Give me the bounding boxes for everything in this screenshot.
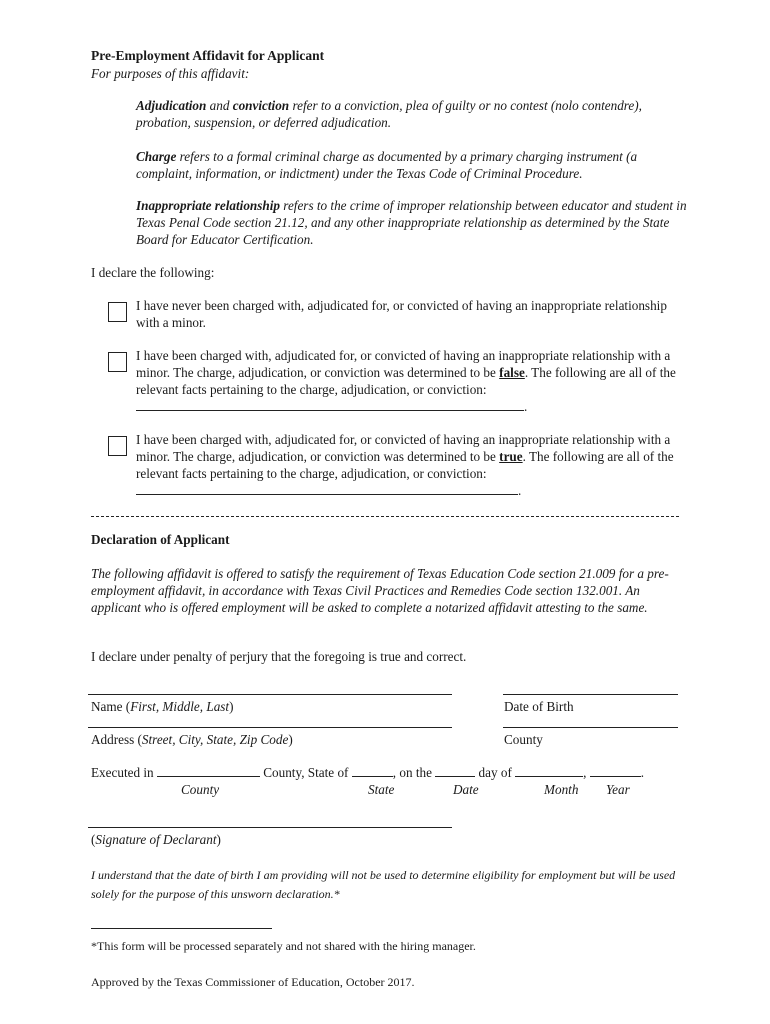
section-divider xyxy=(91,516,679,517)
form-subtitle: For purposes of this affidavit: xyxy=(91,66,250,81)
county-line xyxy=(503,727,678,728)
period-false: . xyxy=(524,399,528,414)
declaration-title: Declaration of Applicant xyxy=(91,532,230,547)
relationship-text: refers to the crime of improper relationship between educator and student in Texas Penal Code section 21.12, and any other inappropriate relationship as determined by the State Board for Educator Certification. xyxy=(136,198,687,247)
county-label: County xyxy=(504,732,543,747)
form-title: Pre-Employment Affidavit for Applicant xyxy=(91,48,325,63)
dob-label: Date of Birth xyxy=(504,699,574,714)
term-conviction: conviction xyxy=(232,98,290,113)
executed-month-field[interactable] xyxy=(515,764,583,777)
option-true-prefix: I have been charged with, adjudicated for, or convicted of having an inappropriate relationship with a minor. The charge, adjudication, or conviction was determined to be xyxy=(136,432,671,464)
facts-true-field[interactable] xyxy=(136,482,518,495)
executed-year-field[interactable] xyxy=(590,764,641,777)
sub-month-label: Month xyxy=(544,782,579,797)
executed-state-field[interactable] xyxy=(352,764,393,777)
and-word: and xyxy=(209,98,230,113)
signature-label: (Signature of Declarant) xyxy=(91,832,221,847)
declare-intro: I declare the following: xyxy=(91,265,215,280)
checkbox-charged-false[interactable] xyxy=(108,352,127,372)
signature-line xyxy=(88,827,452,828)
name-hint: First, Middle, Last xyxy=(130,699,230,714)
period-true: . xyxy=(518,483,522,498)
option-false-prefix: I have been charged with, adjudicated for, or convicted of having an inappropriate relationship with a minor. The charge, adjudication, or conviction was determined to be xyxy=(136,348,671,380)
sub-year-label: Year xyxy=(606,782,630,797)
option-false-word: false xyxy=(499,365,525,380)
dob-line xyxy=(503,694,678,695)
dob-note: I understand that the date of birth I am providing will not be used to determine eligibility for employment but will be used solely for the purpose of this unsworn declaration.* xyxy=(91,868,676,901)
perjury-statement: I declare under penalty of perjury that the foregoing is true and correct. xyxy=(91,649,467,664)
signature-input[interactable] xyxy=(88,810,450,826)
address-line xyxy=(88,727,452,728)
footnote-text: *This form will be processed separately and not shared with the hiring manager. xyxy=(91,939,476,953)
declaration-text: The following affidavit is offered to satisfy the requirement of Texas Education Code section 21.009 for a pre-employment affidavit, in accordance with Texas Civil Practices and Remedies Code section 132.001. An applicant who is offered employment will be asked to complete a notarized affidavit attesting to the same. xyxy=(91,566,669,615)
term-charge: Charge xyxy=(136,149,177,164)
definition-relationship xyxy=(136,197,696,248)
term-adjudication: Adjudication xyxy=(136,98,207,113)
option-charged-true xyxy=(136,431,676,499)
option-charged-false xyxy=(136,347,676,415)
definition-charge xyxy=(136,148,696,182)
checkbox-charged-true[interactable] xyxy=(108,436,127,456)
adjudication-text: refer to a conviction, plea of guilty or no contest (nolo contendre), probation, suspension, or deferred adjudication. xyxy=(136,98,642,130)
name-input[interactable] xyxy=(88,677,450,693)
option-true-suffix: . The following are all of the relevant facts pertaining to the charge, adjudication, or conviction: xyxy=(136,449,674,481)
checkbox-never-charged[interactable] xyxy=(108,302,127,322)
sub-state-label: State xyxy=(368,782,395,797)
sub-date-label: Date xyxy=(453,782,479,797)
executed-county-field[interactable] xyxy=(157,764,260,777)
address-input[interactable] xyxy=(88,710,450,726)
footnote-rule xyxy=(91,928,272,929)
facts-false-field[interactable] xyxy=(136,398,524,411)
charge-text: refers to a formal criminal charge as documented by a primary charging instrument (a complaint, information, or indictment) under the Texas Code of Criminal Procedure. xyxy=(136,149,638,181)
sub-county-label: County xyxy=(181,782,220,797)
term-relationship: Inappropriate relationship xyxy=(136,198,280,213)
signature-hint: Signature of Declarant xyxy=(95,832,217,847)
option-true-word: true xyxy=(499,449,523,464)
option-false-suffix: . The following are all of the relevant facts pertaining to the charge, adjudication, or conviction: xyxy=(136,365,676,397)
approval-text: Approved by the Texas Commissioner of Education, October 2017. xyxy=(91,975,415,989)
definition-adjudication xyxy=(136,97,696,131)
county-input[interactable] xyxy=(503,710,677,726)
address-hint: Street, City, State, Zip Code xyxy=(141,732,289,747)
name-line xyxy=(88,694,452,695)
executed-date-field[interactable] xyxy=(435,764,475,777)
executed-line: Executed in County, State of , on the day of , . xyxy=(91,765,645,780)
dob-input[interactable] xyxy=(503,677,677,693)
address-label: Address (Street, City, State, Zip Code) xyxy=(91,732,293,747)
name-label: Name (First, Middle, Last) xyxy=(91,699,234,714)
option-never-charged: I have never been charged with, adjudicated for, or convicted of having an inappropriate relationship with a minor. xyxy=(136,298,667,330)
